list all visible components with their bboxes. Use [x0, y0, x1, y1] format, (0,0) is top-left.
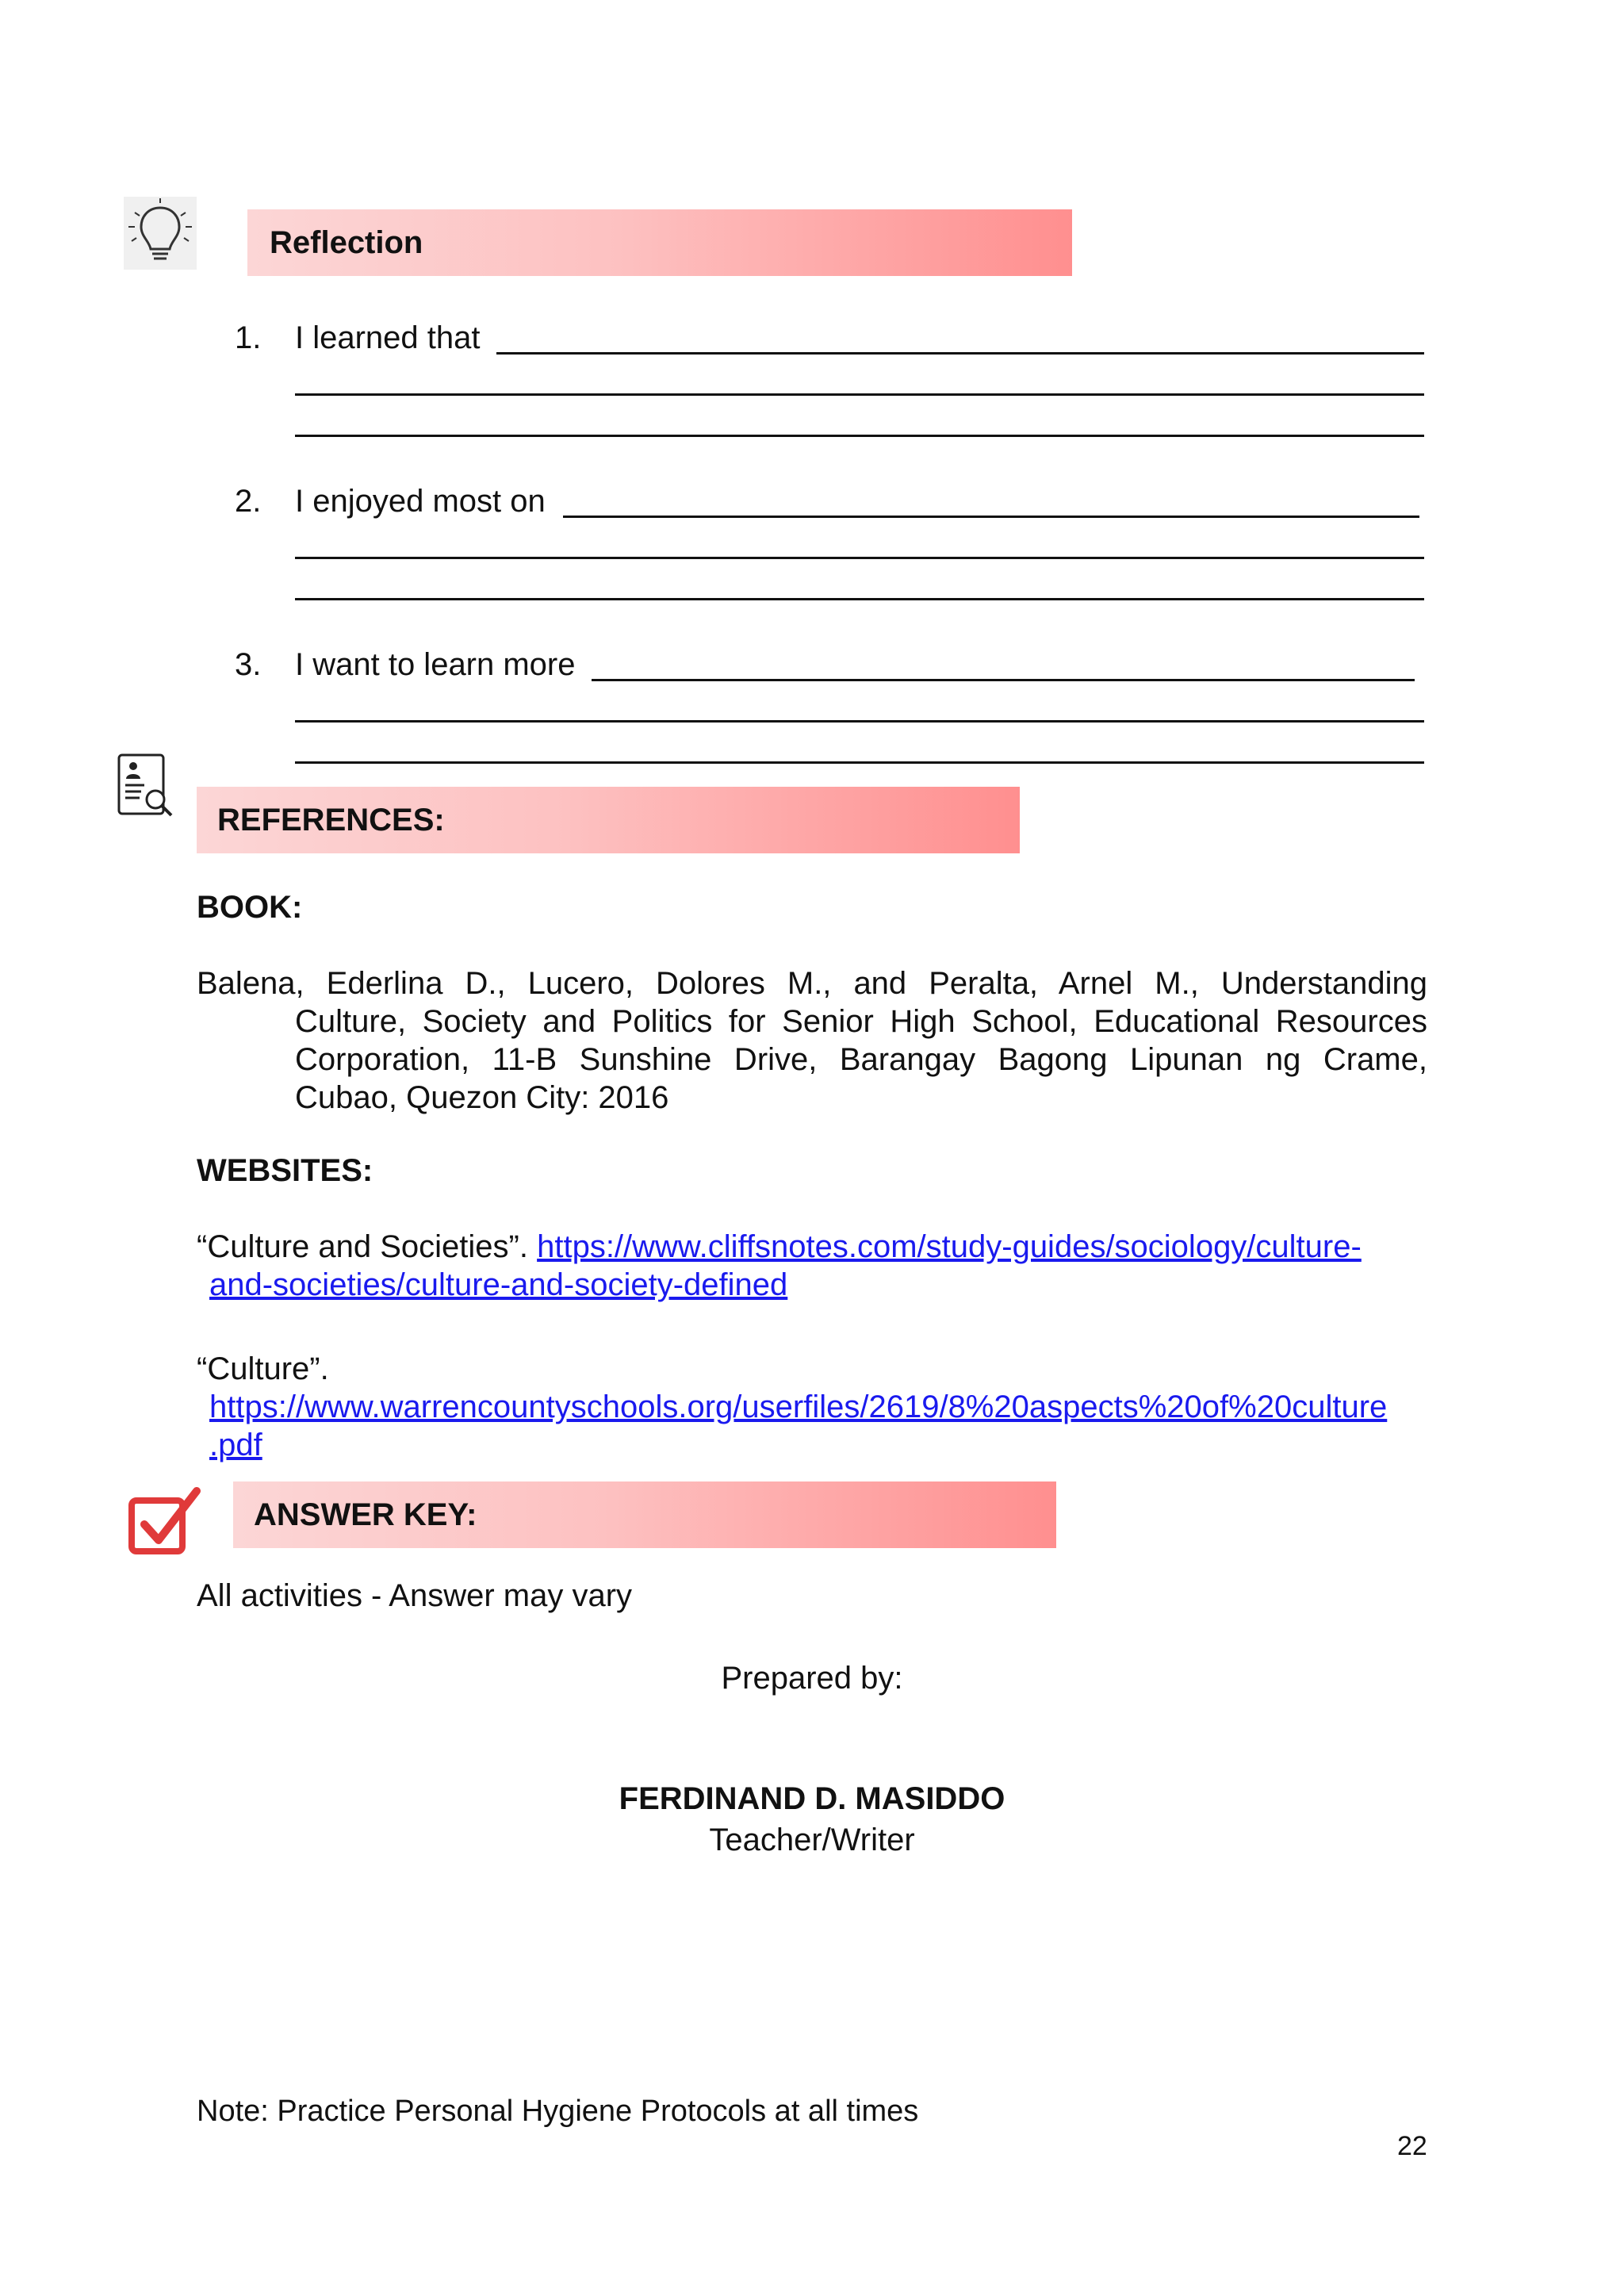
author-name: FERDINAND D. MASIDDO	[619, 1781, 1005, 1816]
website-link[interactable]: and-societies/culture-and-society-defined	[209, 1267, 788, 1302]
book-reference-line: Balena, Ederlina D., Lucero, Dolores M., and Peralta, Arnel M., Understanding	[197, 966, 1427, 1001]
reflection-item-number: 1.	[235, 320, 262, 355]
answer-key-title: ANSWER KEY:	[254, 1497, 477, 1532]
lightbulb-icon	[124, 197, 197, 270]
book-reference	[197, 964, 1427, 1117]
book-reference-line: Corporation, 11-B Sunshine Drive, Barangay Bagong Lipunan ng Crame,	[295, 1042, 1427, 1077]
book-reference-line: Culture, Society and Politics for Senior High School, Educational Resources	[295, 1004, 1427, 1039]
prepared-by: Prepared by:	[721, 1661, 903, 1696]
book-reference-line: Cubao, Quezon City: 2016	[295, 1080, 669, 1115]
page-number: 22	[1397, 2131, 1427, 2161]
answer-line[interactable]	[295, 435, 1424, 437]
answer-line[interactable]	[295, 720, 1424, 723]
answer-line[interactable]	[295, 598, 1424, 600]
reflection-title: Reflection	[270, 225, 423, 260]
website-label: “Culture and Societies”.	[197, 1229, 538, 1264]
answer-key-text: All activities - Answer may vary	[197, 1578, 633, 1613]
references-title: REFERENCES:	[217, 803, 445, 838]
footer-note: Note: Practice Personal Hygiene Protocols at all times	[197, 2095, 919, 2128]
checkbox-check-icon	[127, 1485, 203, 1556]
reflection-item-number: 3.	[235, 647, 262, 682]
website-link[interactable]: .pdf	[209, 1428, 262, 1462]
website-reference	[197, 1228, 1465, 1304]
reflection-item-number: 2.	[235, 484, 262, 519]
website-reference	[197, 1350, 1465, 1464]
website-link[interactable]: https://www.cliffsnotes.com/study-guides/sociology/culture-	[537, 1229, 1362, 1264]
answer-line[interactable]	[496, 352, 1424, 355]
website-label: “Culture”.	[197, 1351, 329, 1386]
reflection-item-prompt: I learned that	[295, 320, 481, 355]
book-heading: BOOK:	[197, 890, 303, 925]
websites-heading: WEBSITES:	[197, 1153, 373, 1188]
answer-line[interactable]	[295, 557, 1424, 559]
website-link[interactable]: https://www.warrencountyschools.org/userfiles/2619/8%20aspects%20of%20culture	[209, 1389, 1388, 1424]
reflection-item-prompt: I enjoyed most on	[295, 484, 546, 519]
answer-line[interactable]	[592, 679, 1415, 681]
reference-search-icon	[116, 752, 176, 818]
answer-line[interactable]	[295, 761, 1424, 764]
author-role: Teacher/Writer	[709, 1823, 915, 1857]
reflection-item-prompt: I want to learn more	[295, 647, 576, 682]
answer-line[interactable]	[295, 393, 1424, 396]
answer-line[interactable]	[563, 516, 1419, 518]
